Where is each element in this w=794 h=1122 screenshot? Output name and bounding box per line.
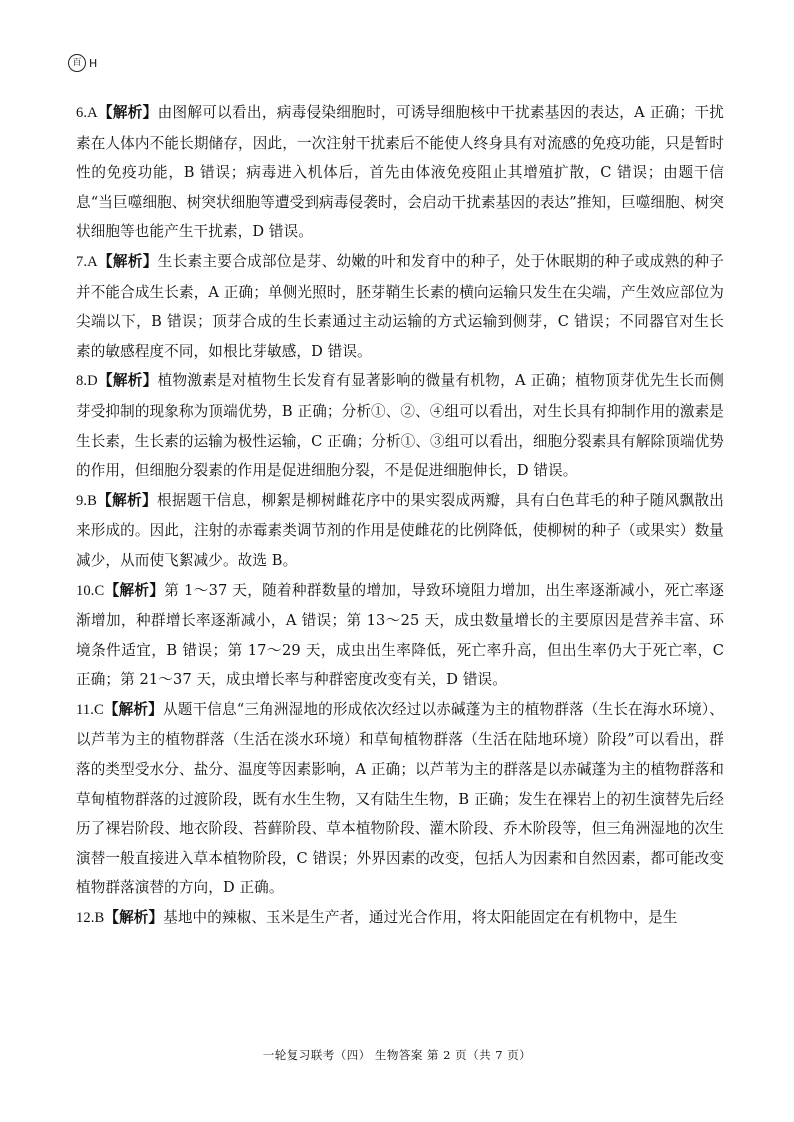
answer-11 [76,695,724,903]
answer-number: 6.A [76,105,98,121]
answer-text: 植物激素是对植物生长发育有显著影响的微量有机物，A 正确；植物顶芽优先生长而侧芽受抑制的现象称为顶端优势，B 正确；分析①、②、④组可以看出，对生长具有抑制作用的激素是生长素，生长素的运输为极性运输，C 正确；分析①、③组可以看出，细胞分裂素具有解除顶端优势的作用，但细胞分裂素的作用是促进细胞分裂，不是促进细胞伸长，D 错误。 [76,372,724,480]
answer-text: 基地中的辣椒、玉米是生产者，通过光合作用，将太阳能固定在有机物中，是生 [163,909,678,927]
answer-text: 由图解可以看出，病毒侵染细胞时，可诱导细胞核中干扰素基因的表达，A 正确；干扰素在人体内不能长期储存，因此，一次注射干扰素后不能使人终身具有对流感的免疫功能，只是暂时性的免疫功能，B 错误；病毒进入机体后，首先由体液免疫阻止其增殖扩散，C 错误；由题干信息“当巨噬细胞、树突状细胞等遭受到病毒侵袭时，会启动干扰素基因的表达”推知，巨噬细胞、树突状细胞等也能产生干扰素，D 错误。 [76,104,724,241]
answer-number: 12.B [76,910,105,927]
answer-number: 11.C [76,701,104,718]
logo [68,54,97,72]
answer-text: 根据题干信息，柳絮是柳树雌花序中的果实裂成两瓣，具有白色茸毛的种子随风飘散出来形成的。因此，注射的赤霉素类调节剂的作用是使雌花的比例降低，使柳树的种子（或果实）数量减少，从而使飞絮减少。故选 B。 [76,491,724,569]
analysis-tag: 【解析】 [97,252,158,270]
answer-number: 9.B [76,492,97,509]
answer-text: 从题干信息“三角洲湿地的形成依次经过以赤碱蓬为主的植物群落（生长在海水环境）、以芦苇为主的植物群落（生活在淡水环境）和草甸植物群落（生活在陆地环境）阶段”可以看出，群落的类型受水分、盐分、温度等因素影响，A 正确；以芦苇为主的群落是以赤碱蓬为主的植物群落和草甸植物群落的过渡阶段，既有水生生物，又有陆生生物，B 正确；发生在裸岩上的初生演替先后经历了裸岩阶段、地衣阶段、苔藓阶段、草本植物阶段、灌木阶段、乔木阶段等，但三角洲湿地的次生演替一般直接进入草本植物阶段，C 错误；外界因素的改变，包括人为因素和自然因素，都可能改变植物群落演替的方向，D 正确。 [76,700,724,897]
logo-seal-icon: 百 [68,54,86,72]
logo-letter: H [89,56,98,70]
analysis-tag: 【解析】 [97,372,158,390]
page-footer: 一轮复习联考（四） 生物答案 第 2 页（共 7 页） [262,1048,532,1062]
answer-9 [76,486,724,576]
analysis-tag: 【解析】 [104,909,164,927]
answer-content [76,98,724,934]
analysis-tag: 【解析】 [96,491,157,509]
answer-text: 第 1～37 天，随着种群数量的增加，导致环境阻力增加，出生率逐渐减小，死亡率逐渐增加，种群增长率逐渐减小，A 错误；第 13～25 天，成虫数量增长的主要原因是营养丰富、环境条件适宜，B 错误；第 17～29 天，成虫出生率降低，死亡率升高，但出生率仍大于死亡率，C 正确；第 21～37 天，成虫增长率与种群密度改变有关，D 错误。 [76,581,724,689]
analysis-tag: 【解析】 [103,700,163,718]
answer-8 [76,366,724,485]
analysis-tag: 【解析】 [97,104,158,121]
answer-number: 7.A [76,253,98,270]
answer-7 [76,247,724,366]
answer-6 [76,98,724,247]
answer-text: 生长素主要合成部位是芽、幼嫩的叶和发育中的种子，处于休眠期的种子或成熟的种子并不能合成生长素，A 正确；单侧光照时，胚芽鞘生长素的横向运输只发生在尖端，产生效应部位为尖端以下，B 错误；顶芽合成的生长素通过主动运输的方式运输到侧芽，C 错误；不同器官对生长素的敏感程度不同，如根比芽敏感，D 错误。 [76,252,724,360]
answer-10 [76,576,724,695]
answer-number: 8.D [76,373,98,390]
answer-12 [76,903,724,934]
analysis-tag: 【解析】 [104,581,165,599]
answer-number: 10.C [76,582,105,599]
